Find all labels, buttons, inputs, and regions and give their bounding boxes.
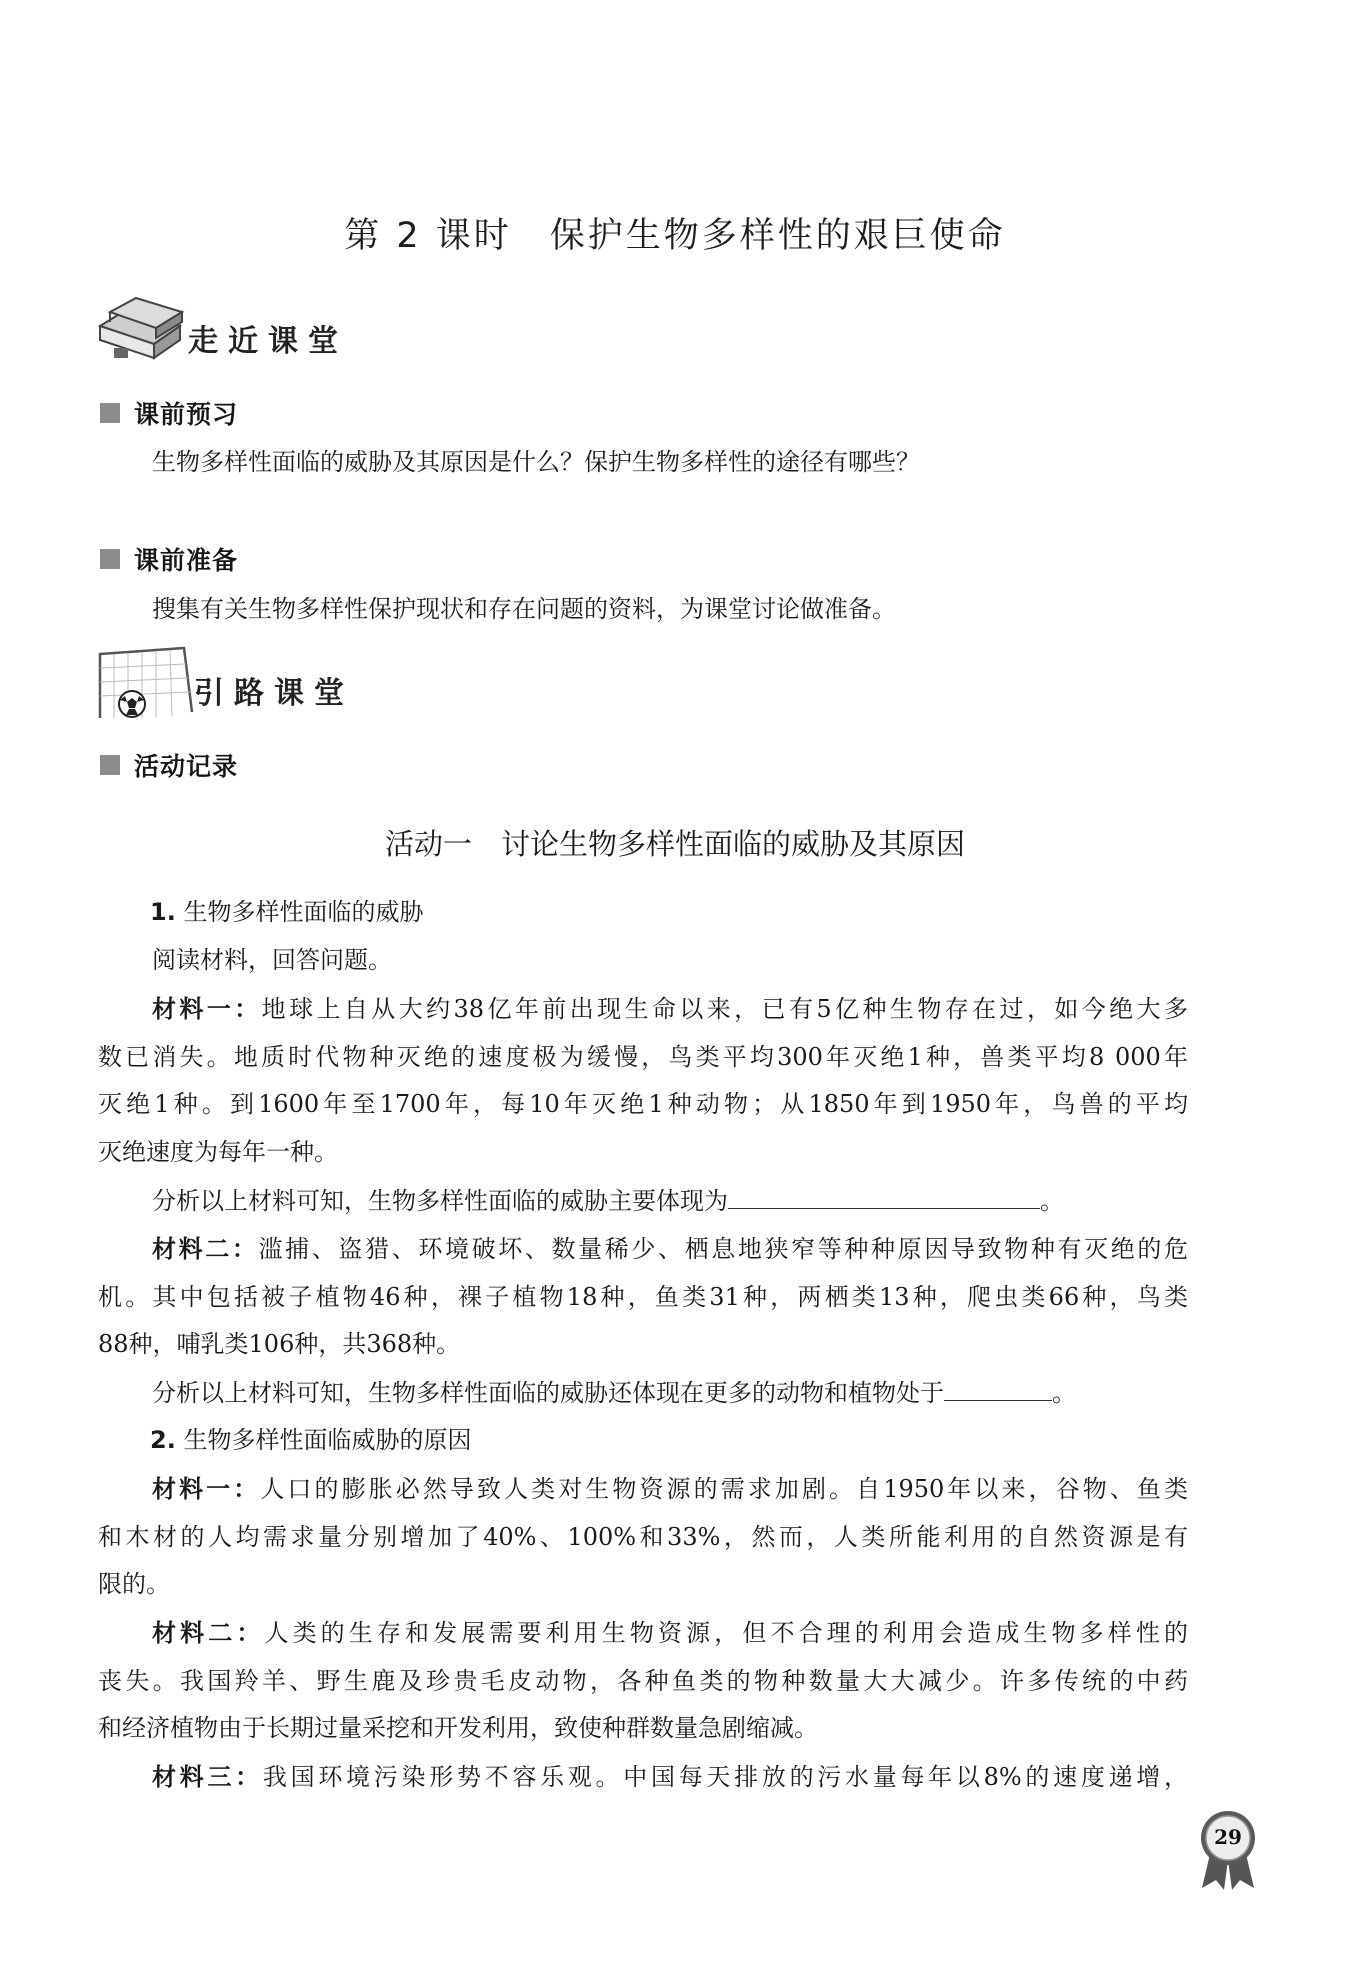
activity1-title: 活动一 讨论生物多样性面临的威胁及其原因 [384, 827, 965, 861]
reason2-line: 丧失。我国羚羊、野生鹿及珍贵毛皮动物，各种鱼类的物种数量大大减少。许多传统的中药 [98, 1667, 1188, 1695]
question1: 分析以上材料可知，生物多样性面临的威胁主要体现为 。 [152, 1187, 1064, 1215]
reason1-line: 和木材的人均需求量分别增加了40%、100%和33%，然而，人类所能利用的自然资源是有 [98, 1523, 1188, 1551]
section-preview-heading: 课前预习 [100, 395, 238, 431]
lesson-title: 第 2 课时 保护生物多样性的艰巨使命 [344, 216, 1006, 256]
part2-heading: 2. 生物多样性面临威胁的原因 [150, 1426, 472, 1454]
prepare-text: 搜集有关生物多样性保护现状和存在问题的资料，为课堂讨论做准备。 [152, 595, 896, 623]
material1-line: 灭绝1种。到1600年至1700年，每10年灭绝1种动物；从1850年到1950年，鸟兽的平均 [98, 1090, 1188, 1118]
books-icon [96, 296, 188, 370]
banner-guided-class [96, 646, 356, 720]
section-prepare-heading: 课前准备 [100, 541, 238, 577]
reason2-line: 材料二：人类的生存和发展需要利用生物资源，但不合理的利用会造成生物多样性的 [152, 1619, 1189, 1647]
ribbon-badge-icon [1196, 1808, 1260, 1892]
banner-approach-class-label: 走近课堂 [188, 324, 348, 359]
page-number-badge [1196, 1808, 1260, 1892]
material2-line: 88种，哺乳类106种，共368种。 [98, 1330, 461, 1358]
reason3-line: 材料三：我国环境污染形势不容乐观。中国每天排放的污水量每年以8%的速度递增， [152, 1763, 1189, 1791]
answer-blank-1[interactable] [728, 1186, 1040, 1209]
preview-question: 生物多样性面临的威胁及其原因是什么？保护生物多样性的途径有哪些？ [152, 448, 920, 476]
material1-line: 材料一：地球上自从大约38亿年前出现生命以来，已有5亿种生物存在过，如今绝大多 [152, 995, 1189, 1023]
material2-line: 机。其中包括被子植物46种，裸子植物18种，鱼类31种，两栖类13种，爬虫类66种，鸟类 [98, 1283, 1188, 1311]
material1-line: 灭绝速度为每年一种。 [98, 1138, 338, 1166]
section-square-icon [100, 549, 120, 569]
answer-blank-2[interactable] [944, 1378, 1052, 1401]
banner-guided-class-label: 引路课堂 [194, 676, 354, 711]
section-activity-heading: 活动记录 [100, 747, 238, 783]
soccer-goal-icon [96, 646, 196, 720]
question2: 分析以上材料可知，生物多样性面临的威胁还体现在更多的动物和植物处于 。 [152, 1379, 1076, 1407]
reason2-line: 和经济植物由于长期过量采挖和开发利用，致使种群数量急剧缩减。 [98, 1714, 818, 1742]
section-square-icon [100, 403, 120, 423]
banner-approach-class [96, 296, 356, 370]
material1-line: 数已消失。地质时代物种灭绝的速度极为缓慢，鸟类平均300年灭绝1种，兽类平均8 000年 [98, 1043, 1188, 1071]
reason1-line: 限的。 [98, 1570, 170, 1598]
page-number: 29 [1214, 1825, 1242, 1849]
read-prompt: 阅读材料，回答问题。 [152, 946, 392, 974]
part1-heading: 1. 生物多样性面临的威胁 [150, 898, 424, 926]
material2-line: 材料二：滥捕、盗猎、环境破坏、数量稀少、栖息地狭窄等种种原因导致物种有灭绝的危 [152, 1235, 1189, 1263]
reason1-line: 材料一：人口的膨胀必然导致人类对生物资源的需求加剧。自1950年以来，谷物、鱼类 [152, 1475, 1189, 1503]
section-square-icon [100, 755, 120, 775]
